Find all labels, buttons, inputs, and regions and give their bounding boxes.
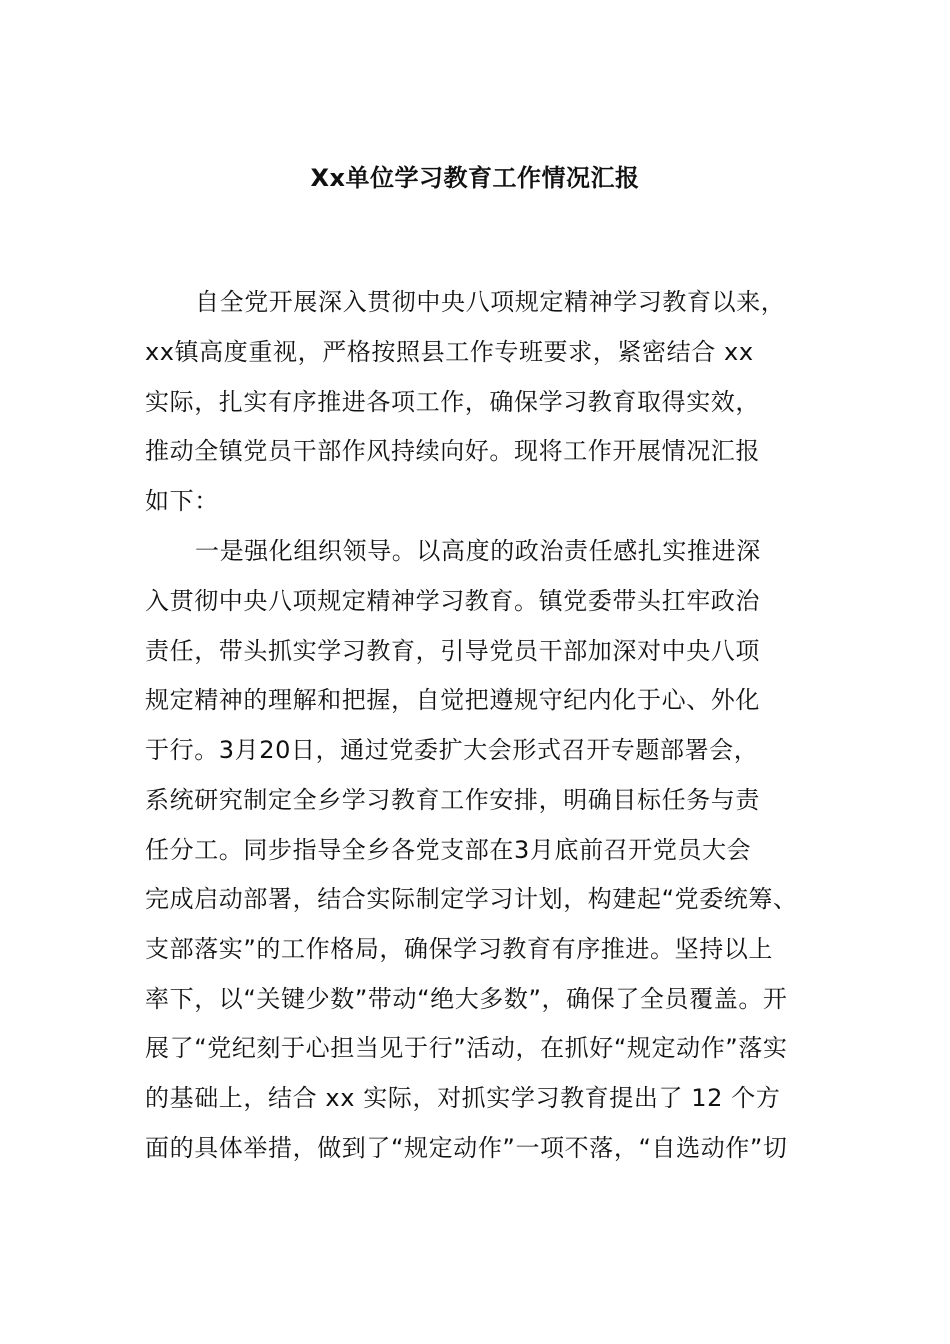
paragraph-line: 责任，带头抓实学习教育，引导党员干部加深对中央八项 [145,637,760,665]
paragraph-line: 于行。3月20日，通过党委扩大会形式召开专题部署会， [145,736,759,764]
paragraph-line: 展了“党纪刻于心担当见于行”活动，在抓好“规定动作”落实 [145,1034,788,1062]
paragraph-line: 入贯彻中央八项规定精神学习教育。镇党委带头扛牢政治 [145,587,760,615]
paragraph-line: 实际，扎实有序推进各项工作，确保学习教育取得实效， [145,388,760,416]
paragraph-line: 推动全镇党员干部作风持续向好。现将工作开展情况汇报 [145,437,760,465]
paragraph-line: 面的具体举措，做到了“规定动作”一项不落，“自选动作”切 [145,1134,788,1162]
paragraph-line: 任分工。同步指导全乡各党支部在3月底前召开党员大会 [145,836,752,864]
document-title: Xx单位学习教育工作情况汇报 [310,164,640,192]
paragraph-line: xx镇高度重视，严格按照县工作专班要求，紧密结合 xx [145,338,754,366]
paragraph-line: 规定精神的理解和把握，自觉把遵规守纪内化于心、外化 [145,686,760,714]
paragraph-line: 的基础上，结合 xx 实际，对抓实学习教育提出了 12 个方 [145,1084,781,1112]
paragraph-line: 自全党开展深入贯彻中央八项规定精神学习教育以来， [195,288,786,316]
paragraph-line: 率下，以“关键少数”带动“绝大多数”，确保了全员覆盖。开 [145,985,788,1013]
paragraph-line: 如下： [145,487,219,515]
paragraph-line: 支部落实”的工作格局，确保学习教育有序推进。坚持以上 [145,935,774,963]
paragraph-line: 系统研究制定全乡学习教育工作安排，明确目标任务与责 [145,786,760,814]
paragraph-line: 一是强化组织领导。以高度的政治责任感扎实推进深 [195,537,761,565]
paragraph-line: 完成启动部署，结合实际制定学习计划，构建起“党委统筹、 [145,885,798,913]
